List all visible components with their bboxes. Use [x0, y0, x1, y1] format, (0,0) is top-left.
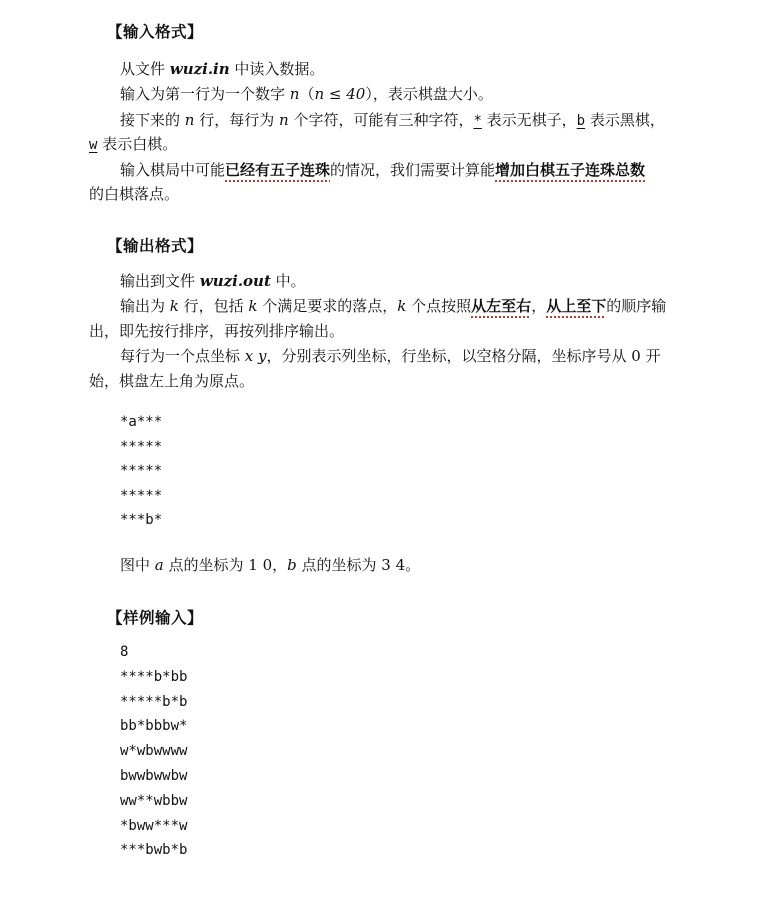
- char-black: b: [576, 113, 586, 129]
- sample-line: *bww***w: [120, 817, 188, 834]
- text: 表示无棋子，: [481, 111, 577, 129]
- text: 每行为一个点坐标: [120, 347, 245, 365]
- math-b: b: [287, 556, 297, 574]
- input-format-paragraph-1: [120, 59, 324, 79]
- output-format-paragraph-2-cont: [89, 321, 344, 341]
- text: （: [299, 85, 315, 103]
- input-format-paragraph-2: [120, 84, 493, 104]
- output-format-paragraph-3: [120, 346, 661, 366]
- text: 行，每行为: [194, 111, 279, 129]
- input-format-paragraph-3: [120, 110, 665, 131]
- text: 图中: [120, 556, 155, 574]
- text: 接下来的: [120, 111, 185, 129]
- output-format-paragraph-3-cont: [89, 371, 254, 391]
- text: 的情况，我们需要计算能: [330, 161, 496, 179]
- text: 从文件: [120, 60, 170, 78]
- text: 表示白棋。: [97, 135, 178, 153]
- sample-line: ww**wbbw: [120, 792, 188, 809]
- sample-line: bb*bbbw*: [120, 718, 188, 735]
- example-note: [120, 555, 420, 575]
- input-format-paragraph-4-cont: [89, 184, 179, 204]
- text: 的白棋落点。: [89, 185, 180, 203]
- emphasis-text: 增加白棋五子连珠总数: [495, 161, 646, 179]
- output-format-heading: 【输出格式】: [107, 237, 204, 255]
- text: 输出为: [120, 297, 170, 315]
- input-format-heading: 【输入格式】: [107, 23, 204, 41]
- text: 点的坐标为 1 0，: [163, 556, 288, 574]
- emphasis-text: 从左至右: [471, 297, 532, 315]
- text: ，分别表示列坐标，行坐标，以空格分隔，坐标序号从 0 开: [266, 347, 661, 365]
- input-format-paragraph-3-cont: [89, 134, 177, 155]
- math-n: n: [289, 85, 300, 103]
- sample-line: w*wbwwww: [120, 743, 188, 760]
- text: 点的坐标为 3 4。: [296, 556, 421, 574]
- text: 输出到文件: [120, 272, 200, 290]
- math-condition: n ≤ 40: [314, 85, 366, 103]
- output-format-paragraph-1: [120, 271, 306, 291]
- char-white: w: [89, 137, 98, 153]
- sample-line: *****b*b: [120, 693, 188, 710]
- output-format-paragraph-2: [120, 296, 666, 316]
- math-k: k: [397, 297, 407, 315]
- text: 出，即先按行排序，再按列排序输出。: [89, 322, 345, 340]
- grid-row: *****: [120, 487, 163, 504]
- sample-input-block: [120, 642, 187, 860]
- example-grid: [120, 412, 162, 530]
- math-n: n: [184, 111, 195, 129]
- math-n: n: [279, 111, 289, 129]
- grid-row: ***b*: [120, 512, 163, 528]
- text: 输入棋局中可能: [120, 161, 226, 179]
- emphasis-text: 已经有五子连珠: [225, 161, 331, 179]
- sample-line: ***bwb*b: [120, 842, 188, 859]
- text: 的顺序输: [606, 297, 667, 315]
- sample-line: bwwbwwbw: [120, 767, 188, 784]
- math-xy: x y: [244, 347, 267, 365]
- grid-row: *****: [120, 438, 163, 455]
- text: 个点按照: [406, 297, 472, 315]
- sample-input-heading: 【样例输入】: [107, 609, 204, 627]
- text: ），表示棋盘大小。: [365, 85, 493, 103]
- char-empty: *: [473, 113, 482, 129]
- output-filename: wuzi.out: [199, 272, 271, 290]
- sample-line: ****b*bb: [120, 668, 188, 685]
- math-a: a: [154, 556, 164, 574]
- grid-row: *****: [120, 463, 163, 479]
- grid-row: *a***: [120, 414, 163, 430]
- text: 中。: [270, 272, 306, 290]
- text: ，: [531, 297, 547, 315]
- text: 个满足要求的落点，: [257, 297, 398, 315]
- text: 个字符，可能有三种字符，: [288, 111, 474, 129]
- math-k: k: [169, 297, 179, 315]
- math-k: k: [248, 297, 258, 315]
- input-filename: wuzi.in: [169, 60, 230, 78]
- text: 行，包括: [178, 297, 249, 315]
- text: 表示黑棋，: [585, 111, 665, 129]
- text: 输入为第一行为一个数字: [120, 85, 290, 103]
- emphasis-text: 从上至下: [546, 297, 607, 315]
- input-format-paragraph-4: [120, 160, 645, 180]
- text: 中读入数据。: [229, 60, 325, 78]
- text: 始，棋盘左上角为原点。: [89, 372, 255, 390]
- sample-line: 8: [120, 644, 129, 660]
